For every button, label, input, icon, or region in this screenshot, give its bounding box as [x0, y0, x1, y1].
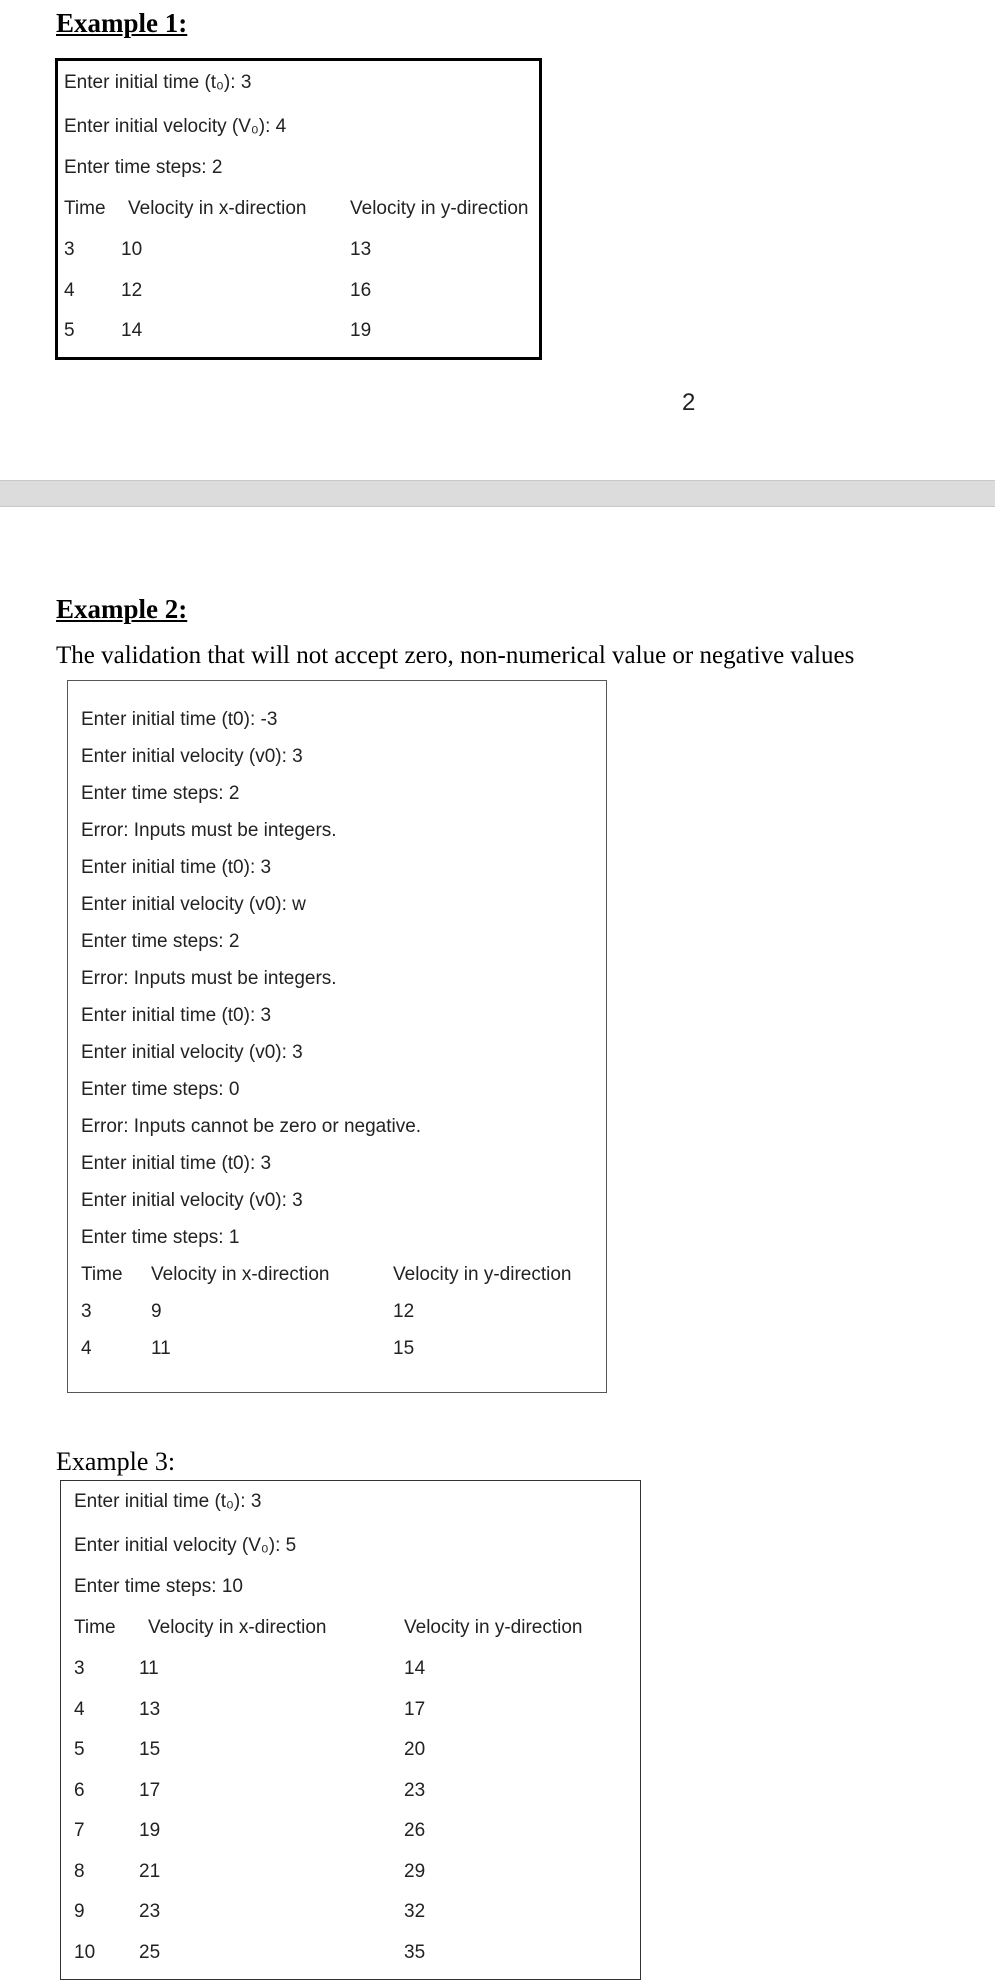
- example-2-row-2-vy: 15: [393, 1338, 415, 1359]
- example-3-header-vx: Velocity in x-direction: [148, 1617, 327, 1638]
- example-3-row-5-time: 7: [74, 1820, 85, 1841]
- example-1-row-1-vx: 10: [121, 239, 143, 260]
- example-1-row-2-vy: 16: [350, 280, 372, 301]
- example-3-row-2-time: 4: [74, 1699, 85, 1720]
- example-1-header-time: Time: [64, 198, 106, 219]
- example-2-line-9: Enter initial time (t0): 3: [81, 1005, 272, 1026]
- example-3-row-2-vy: 17: [404, 1699, 426, 1720]
- example-3-row-3-vx: 15: [139, 1739, 161, 1760]
- example-1-header-vy: Velocity in y-direction: [350, 198, 529, 219]
- example-1-heading: Example 1:: [56, 8, 188, 38]
- example-3-row-8-time: 10: [74, 1942, 96, 1963]
- example-3-row-8-vx: 25: [139, 1942, 161, 1963]
- example-2-line-14: Enter initial velocity (v0): 3: [81, 1190, 303, 1211]
- example-3-row-7-time: 9: [74, 1901, 85, 1922]
- example-2-heading: Example 2:: [56, 594, 188, 624]
- example-1-row-1-time: 3: [64, 239, 75, 260]
- example-1-header-vx: Velocity in x-direction: [128, 198, 307, 219]
- example-3-header-vy: Velocity in y-direction: [404, 1617, 583, 1638]
- example-1-row-3-vx: 14: [121, 320, 143, 341]
- example-2-header-vx: Velocity in x-direction: [151, 1264, 330, 1285]
- example-3-heading: Example 3:: [56, 1447, 176, 1476]
- example-1-line-2: Enter initial velocity (V₀): 4: [64, 116, 287, 137]
- example-1-console: [55, 58, 542, 360]
- example-2-line-11: Enter time steps: 0: [81, 1079, 240, 1100]
- example-2-line-13: Enter initial time (t0): 3: [81, 1153, 272, 1174]
- example-3-row-1-vx: 11: [139, 1658, 159, 1679]
- example-2-line-2: Enter initial velocity (v0): 3: [81, 746, 303, 767]
- example-1-row-2-time: 4: [64, 280, 75, 301]
- example-3-row-5-vy: 26: [404, 1820, 426, 1841]
- example-1-line-3: Enter time steps: 2: [64, 157, 223, 178]
- example-3-row-3-time: 5: [74, 1739, 85, 1760]
- example-2-line-1: Enter initial time (t0): -3: [81, 709, 278, 730]
- example-2-line-3: Enter time steps: 2: [81, 783, 240, 804]
- example-3-header-time: Time: [74, 1617, 116, 1638]
- example-2-line-5: Enter initial time (t0): 3: [81, 857, 272, 878]
- example-2-header-time: Time: [81, 1264, 123, 1285]
- example-3-row-4-time: 6: [74, 1780, 85, 1801]
- example-1-line-1: Enter initial time (t₀): 3: [64, 72, 252, 93]
- example-3-row-1-time: 3: [74, 1658, 85, 1679]
- example-2-row-2-vx: 11: [151, 1338, 171, 1359]
- example-3-line-1: Enter initial time (t₀): 3: [74, 1491, 262, 1512]
- example-2-error-1: Error: Inputs must be integers.: [81, 820, 337, 841]
- example-2-line-10: Enter initial velocity (v0): 3: [81, 1042, 303, 1063]
- example-1-row-1-vy: 13: [350, 239, 372, 260]
- example-3-row-3-vy: 20: [404, 1739, 426, 1760]
- example-1-row-2-vx: 12: [121, 280, 143, 301]
- example-2-row-1-vy: 12: [393, 1301, 415, 1322]
- example-2-header-vy: Velocity in y-direction: [393, 1264, 572, 1285]
- example-2-error-3: Error: Inputs cannot be zero or negative.: [81, 1116, 422, 1137]
- example-3-row-6-vx: 21: [139, 1861, 161, 1882]
- example-2-row-1-vx: 9: [151, 1301, 162, 1322]
- example-2-line-6: Enter initial velocity (v0): w: [81, 894, 306, 915]
- example-3-row-4-vy: 23: [404, 1780, 426, 1801]
- example-3-row-8-vy: 35: [404, 1942, 426, 1963]
- example-3-line-2: Enter initial velocity (V₀): 5: [74, 1535, 297, 1556]
- example-3-row-6-vy: 29: [404, 1861, 426, 1882]
- example-2-error-2: Error: Inputs must be integers.: [81, 968, 337, 989]
- example-1-row-3-vy: 19: [350, 320, 372, 341]
- example-2-console: [67, 680, 607, 1393]
- example-3-row-5-vx: 19: [139, 1820, 161, 1841]
- example-3-row-6-time: 8: [74, 1861, 85, 1882]
- example-2-line-15: Enter time steps: 1: [81, 1227, 240, 1248]
- example-3-row-4-vx: 17: [139, 1780, 161, 1801]
- example-3-row-1-vy: 14: [404, 1658, 426, 1679]
- example-3-line-3: Enter time steps: 10: [74, 1576, 243, 1597]
- page-number: 2: [682, 389, 696, 416]
- example-1-row-3-time: 5: [64, 320, 75, 341]
- example-2-row-2-time: 4: [81, 1338, 92, 1359]
- example-3-console: [60, 1480, 641, 1980]
- example-2-description: The validation that will not accept zero, non-numerical value or negative values: [56, 642, 855, 669]
- example-3-row-2-vx: 13: [139, 1699, 161, 1720]
- example-2-row-1-time: 3: [81, 1301, 92, 1322]
- page-break-separator: [0, 480, 995, 507]
- example-2-line-7: Enter time steps: 2: [81, 931, 240, 952]
- example-3-row-7-vx: 23: [139, 1901, 161, 1922]
- example-3-row-7-vy: 32: [404, 1901, 426, 1922]
